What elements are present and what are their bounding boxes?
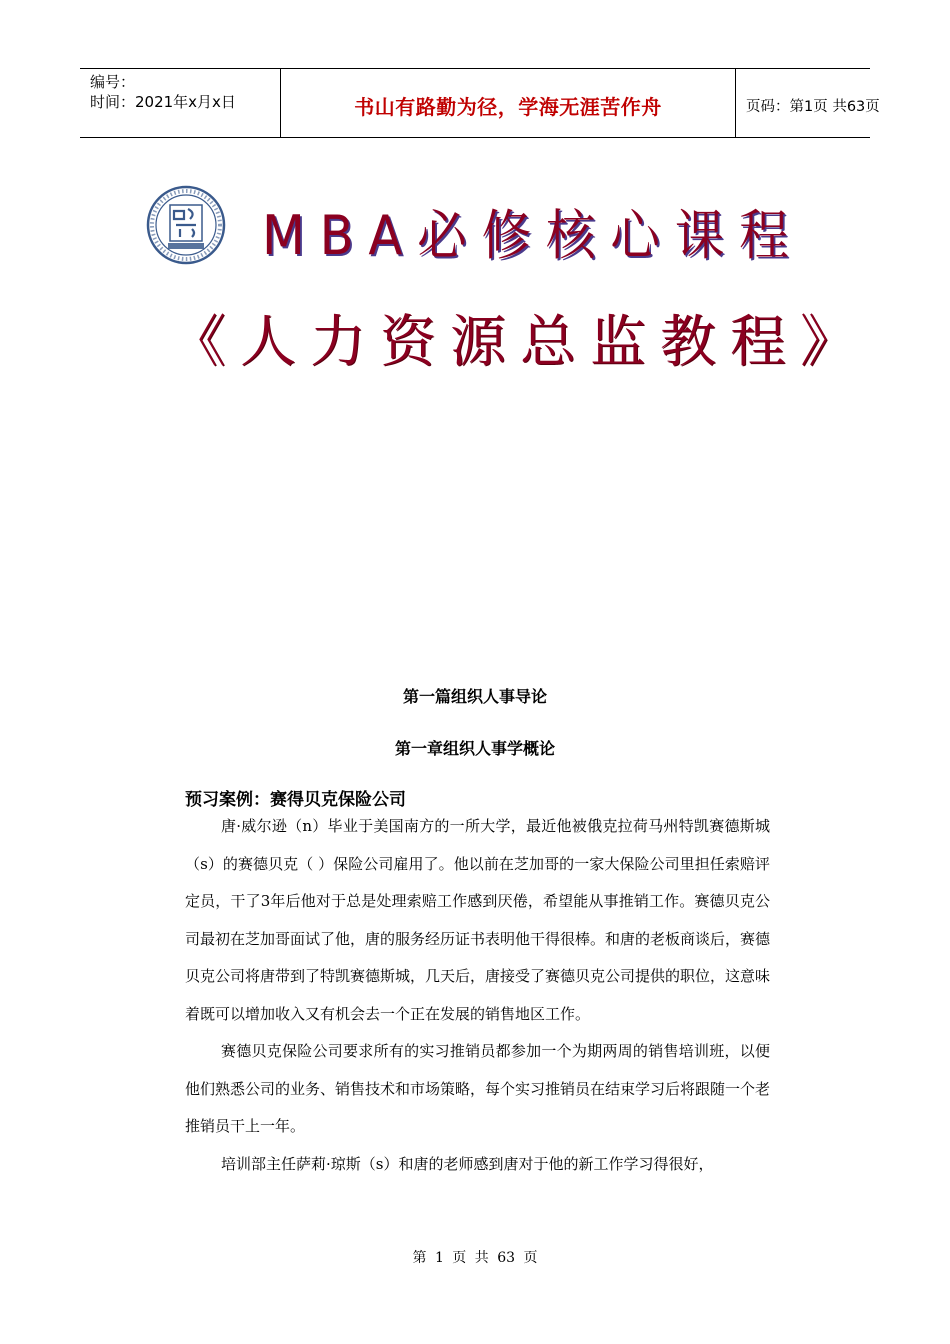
page-footer: 第 1 页 共 63 页 (412, 1250, 538, 1266)
case-heading: 预习案例：赛得贝克保险公司 (185, 790, 406, 810)
motto: 书山有路勤为径，学海无涯苦作舟 (354, 95, 662, 119)
university-seal-logo (146, 185, 226, 265)
body-text (185, 808, 770, 1183)
part-heading: 第一篇组织人事导论 (402, 687, 547, 706)
header-page-cell (736, 69, 880, 137)
cover-title-line1: MBA必修核心课程 (262, 204, 804, 267)
time-label: 时间：2021年x月x日 (90, 93, 236, 111)
page-code: 页码：第1页 共63页 (746, 99, 880, 115)
header-motto-cell (280, 69, 736, 137)
number-label: 编号： (90, 73, 136, 91)
cover-title-line2: 《人力资源总监教程》 (170, 310, 870, 375)
paragraph: 唐·威尔逊（n）毕业于美国南方的一所大学，最近他被俄克拉荷马州特凯赛德斯城（s）的赛德贝克（ ）保险公司雇用了。他以前在芝加哥的一家大保险公司里担任索赔评定员，干了3年后他对于总是处理索赔工作感到厌倦，希望能从事推销工作。赛德贝克公司最初在芝加哥面试了他，唐的服务经历证书表明他干得很棒。和唐的老板商谈后，赛德贝克公司将唐带到了特凯赛德斯城，几天后，唐接受了赛德贝克公司提供的职位，这意味着既可以增加收入又有机会去一个正在发展的销售地区工作。 (185, 817, 771, 1023)
header-meta-cell (80, 69, 280, 137)
chapter-heading: 第一章组织人事学概论 (394, 739, 555, 758)
paragraph: 培训部主任萨莉·琼斯（s）和唐的老师感到唐对于他的新工作学习得很好， (221, 1154, 714, 1173)
header-table (80, 68, 880, 138)
paragraph: 赛德贝克保险公司要求所有的实习推销员都参加一个为期两周的销售培训班，以便他们熟悉公司的业务、销售技术和市场策略，每个实习推销员在结束学习后将跟随一个老推销员干上一年。 (185, 1042, 771, 1135)
